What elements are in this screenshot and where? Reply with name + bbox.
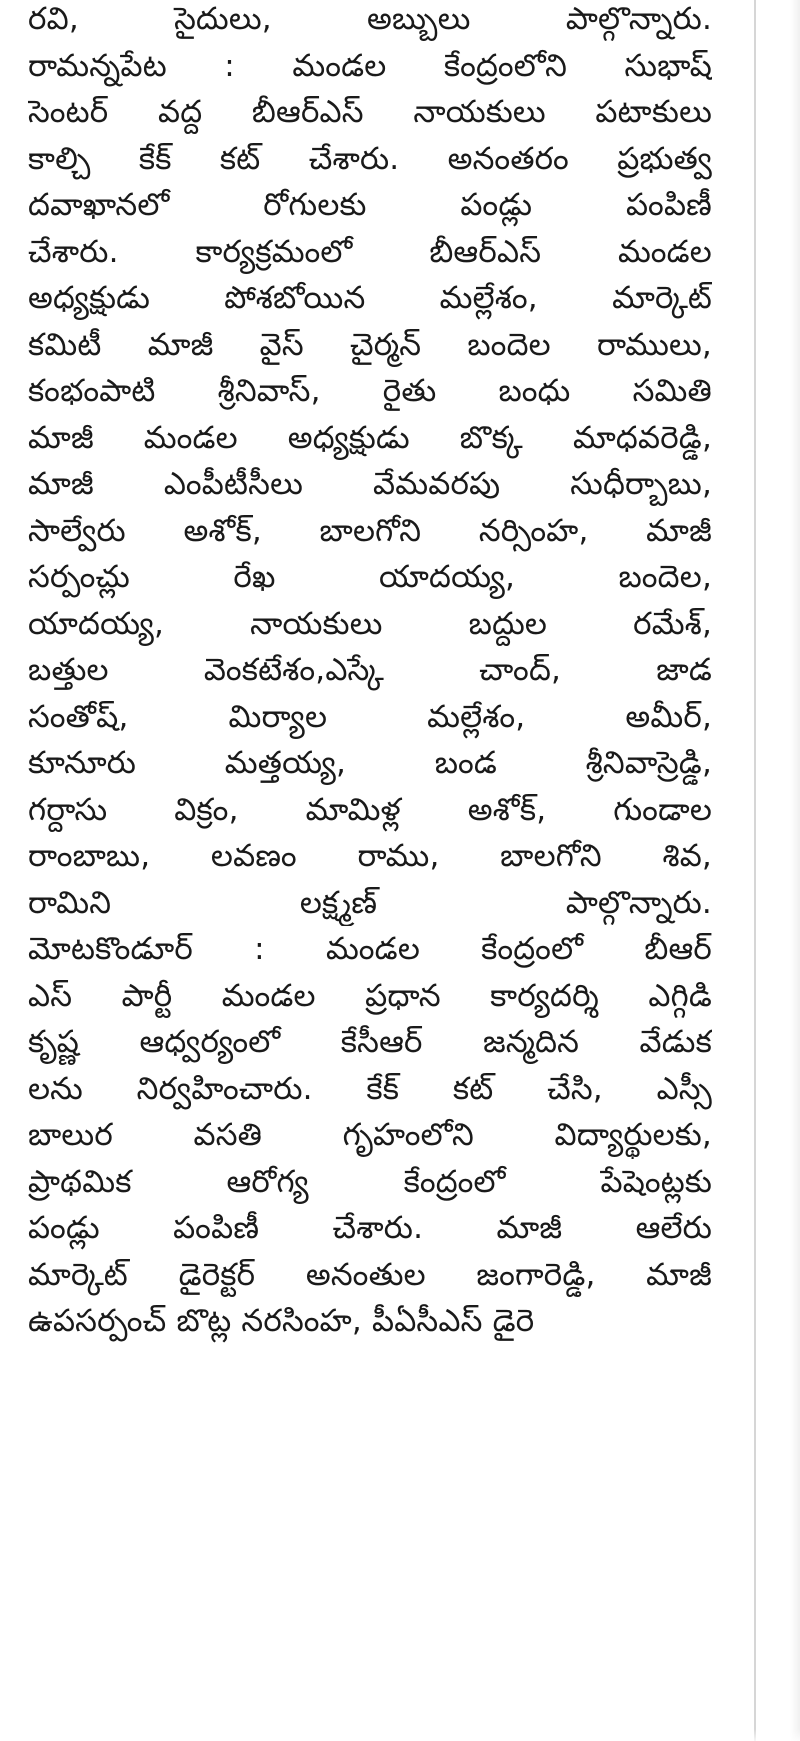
article-line: లను నిర్వహించారు. కేక్ కట్ చేసి, ఎస్సీ: [28, 1070, 712, 1107]
article-line: మోటకొండూర్ : మండల కేంద్రంలో బీఆర్: [28, 931, 712, 967]
article-line: కృష్ణ ఆధ్వర్యంలో కేసీఆర్ జన్మదిన వేడుక: [28, 1024, 712, 1060]
article-line: కంభంపాటి శ్రీనివాస్, రైతు బంధు సమితి: [28, 373, 712, 409]
article-line: చేశారు. కార్యక్రమంలో బీఆర్ఎస్ మండల: [28, 233, 712, 270]
column-divider: [754, 0, 756, 1741]
article-line: రాంబాబు, లవణం రాము, బాలగోని శివ,: [28, 838, 712, 874]
article-line: బత్తుల వెంకటేశం,ఎస్కే చాంద్, జాడ: [28, 652, 712, 688]
article-line: ప్రాథమిక ఆరోగ్య కేంద్రంలో పేషెంట్లకు: [28, 1163, 712, 1200]
article-line: మాజీ ఎంపీటీసీలు వేమవరపు సుధీర్బాబు,: [28, 466, 712, 502]
article-line: కమిటీ మాజీ వైస్ చైర్మన్ బందెల రాములు,: [28, 326, 712, 363]
article-line: రవి, సైదులు, అబ్బులు పాల్గొన్నారు.: [28, 1, 712, 37]
page-edge-shadow: [790, 0, 800, 1741]
article-line: దవాఖానలో రోగులకు పండ్లు పంపిణీ: [28, 187, 712, 223]
article-line: రామిని లక్ష్మణ్ పాల్గొన్నారు.: [28, 884, 712, 921]
article-line: గర్దాసు విక్రం, మామిళ్ల అశోక్, గుండాల: [28, 791, 712, 828]
article-line: పండ్లు పంపిణీ చేశారు. మాజీ ఆలేరు: [28, 1210, 712, 1246]
article-line: ఎస్ పార్టీ మండల ప్రధాన కార్యదర్శి ఎగ్గిడి: [28, 977, 712, 1014]
article-line: సెంటర్ వద్ద బీఆర్ఎస్ నాయకులు పటాకులు: [28, 94, 712, 130]
bottom-fade: [0, 1729, 800, 1741]
article-line: కూనూరు మత్తయ్య, బండ శ్రీనివాస్రెడ్డి,: [28, 745, 712, 781]
article-line: సాల్వేరు అశోక్, బాలగోని నర్సింహ, మాజీ: [28, 512, 712, 549]
article-body: [28, 0, 712, 1345]
article-line: మార్కెట్ డైరెక్టర్ అనంతుల జంగారెడ్డి, మాజీ: [28, 1256, 712, 1293]
article-line: ఉపసర్పంచ్ బొట్ల నరసింహ, పీఏసీఎస్ డైరె: [28, 1303, 535, 1339]
article-line: సర్పంచ్లు రేఖ యాదయ్య, బందెల,: [28, 559, 712, 595]
article-line: యాదయ్య, నాయకులు బద్దుల రమేశ్,: [28, 605, 712, 642]
article-line: కాల్చి కేక్ కట్ చేశారు. అనంతరం ప్రభుత్వ: [28, 140, 712, 177]
article-line: సంతోష్, మిర్యాల మల్లేశం, అమీర్,: [28, 698, 712, 735]
article-line: మాజీ మండల అధ్యక్షుడు బొక్క మాధవరెడ్డి,: [28, 419, 712, 456]
article-line: రామన్నపేట : మండల కేంద్రంలోని సుభాష్: [28, 47, 712, 84]
article-line: బాలుర వసతి గృహంలోని విద్యార్థులకు,: [28, 1117, 712, 1153]
article-line: అధ్యక్షుడు పోశబోయిన మల్లేశం, మార్కెట్: [28, 280, 712, 316]
